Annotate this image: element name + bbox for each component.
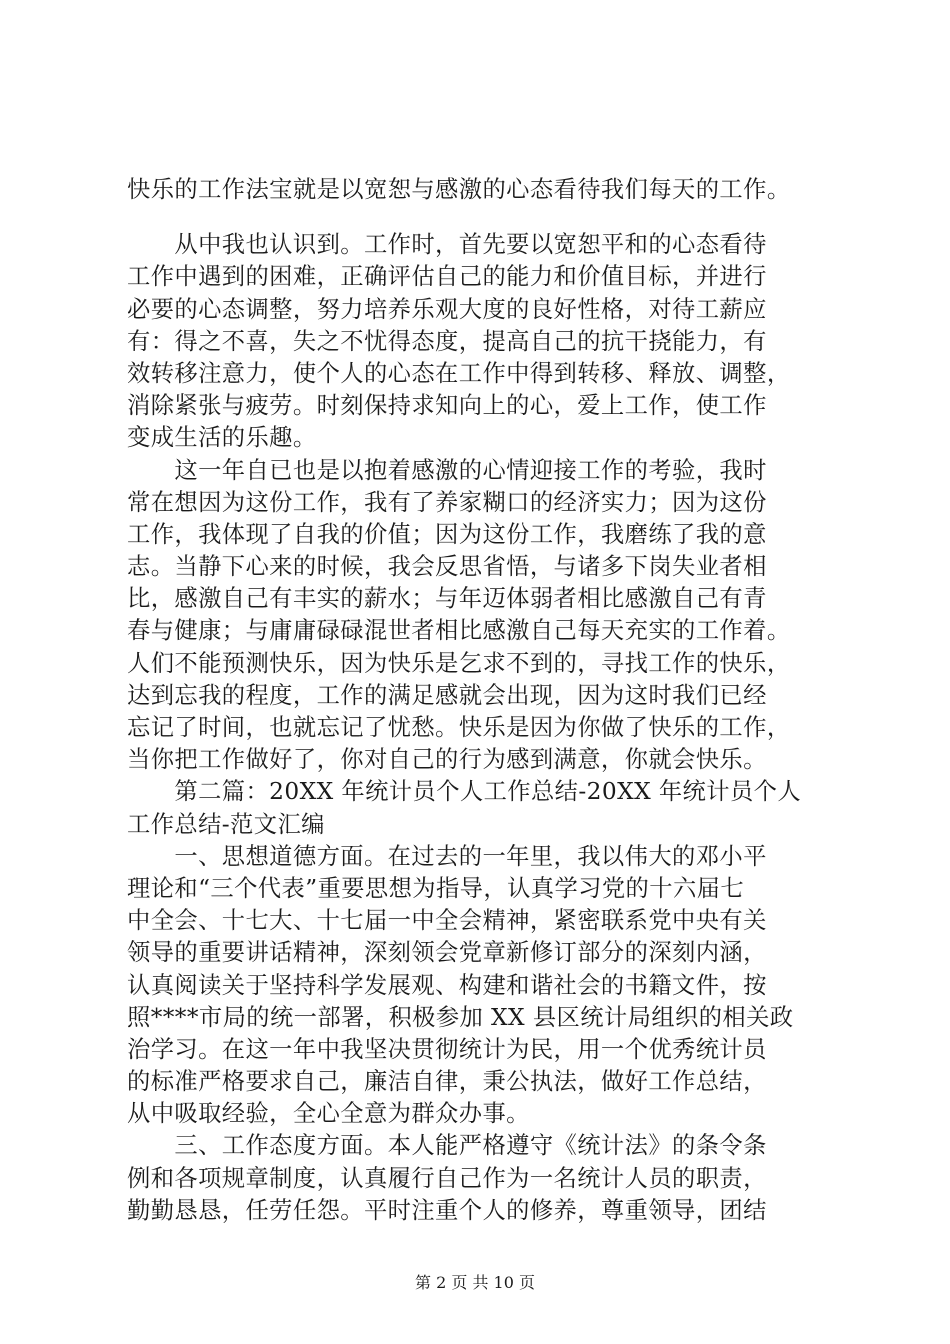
text-line: 的标准严格要求自己，廉洁自律，秉公执法，做好工作总结， <box>127 1068 767 1096</box>
text-line: 三、工作态度方面。本人能严格遵守《统计法》的条令条 <box>127 1132 767 1160</box>
text-line: 这一年自已也是以抱着感激的心情迎接工作的考验，我时 <box>127 456 767 484</box>
text-line: 从中吸取经验，全心全意为群众办事。 <box>127 1100 530 1128</box>
text-line: 中全会、十七大、十七届一中全会精神，紧密联系党中央有关 <box>127 907 767 935</box>
text-line: 快乐的工作法宝就是以宽恕与感激的心态看待我们每天的工作。 <box>127 176 791 203</box>
text-line: 例和各项规章制度，认真履行自己作为一名统计人员的职责， <box>127 1164 767 1192</box>
page-number-footer: 第 2 页 共 10 页 <box>415 1273 535 1292</box>
text-line: 照****市局的统一部署，积极参加 XX 县区统计局组织的相关政 <box>127 1003 794 1031</box>
text-line: 常在想因为这份工作，我有了养家糊口的经济实力；因为这份 <box>127 488 767 516</box>
text-line: 从中我也认识到。工作时，首先要以宽恕平和的心态看待 <box>127 231 767 259</box>
paragraph-gap <box>127 206 847 229</box>
text-line: 工作，我体现了自我的价值；因为这份工作，我磨练了我的意 <box>127 520 767 548</box>
text-line: 治学习。在这一年中我坚决贯彻统计为民，用一个优秀统计员 <box>127 1035 767 1063</box>
text-line: 达到忘我的程度，工作的满足感就会出现，因为这时我们已经 <box>127 681 767 709</box>
text-line: 当你把工作做好了，你对自己的行为感到满意，你就会快乐。 <box>127 746 767 774</box>
text-line: 有：得之不喜，失之不忧得态度，提高自己的抗干挠能力，有 <box>127 327 767 355</box>
main-paragraphs <box>127 229 847 1227</box>
text-line: 忘记了时间，也就忘记了忧愁。快乐是因为你做了快乐的工作， <box>127 714 791 741</box>
text-line: 一、思想道德方面。在过去的一年里，我以伟大的邓小平 <box>127 842 767 870</box>
text-line: 效转移注意力，使个人的心态在工作中得到转移、释放、调整， <box>127 359 791 387</box>
text-line: 变成生活的乐趣。 <box>127 424 317 452</box>
text-line: 理论和“三个代表”重要思想为指导，认真学习党的十六届七 <box>127 874 745 902</box>
body-text <box>127 174 847 1227</box>
opening-paragraph <box>127 174 847 206</box>
text-line: 第二篇：20XX 年统计员个人工作总结-20XX 年统计员个人 <box>127 778 802 806</box>
text-line: 消除紧张与疲劳。时刻保持求知向上的心，爱上工作，使工作 <box>127 392 767 420</box>
text-line: 工作总结-范文汇编 <box>127 810 325 838</box>
text-line: 比，感激自己有丰实的薪水；与年迈体弱者相比感激自己有青 <box>127 585 767 613</box>
text-line: 志。当静下心来的时候，我会反思省悟，与诸多下岗失业者相 <box>127 553 767 581</box>
text-line: 勤勤恳恳，任劳任怨。平时注重个人的修养，尊重领导，团结 <box>127 1196 767 1224</box>
text-line: 春与健康；与庸庸碌碌混世者相比感激自己每天充实的工作着。 <box>127 617 791 645</box>
text-line: 必要的心态调整，努力培养乐观大度的良好性格，对待工薪应 <box>127 295 767 323</box>
text-line: 认真阅读关于坚持科学发展观、构建和谐社会的书籍文件，按 <box>127 971 767 999</box>
text-line: 人们不能预测快乐，因为快乐是乞求不到的，寻找工作的快乐， <box>127 649 791 677</box>
text-line: 工作中遇到的困难，正确评估自己的能力和价值目标，并进行 <box>127 263 767 291</box>
text-line: 领导的重要讲话精神，深刻领会党章新修订部分的深刻内涵， <box>127 939 767 967</box>
